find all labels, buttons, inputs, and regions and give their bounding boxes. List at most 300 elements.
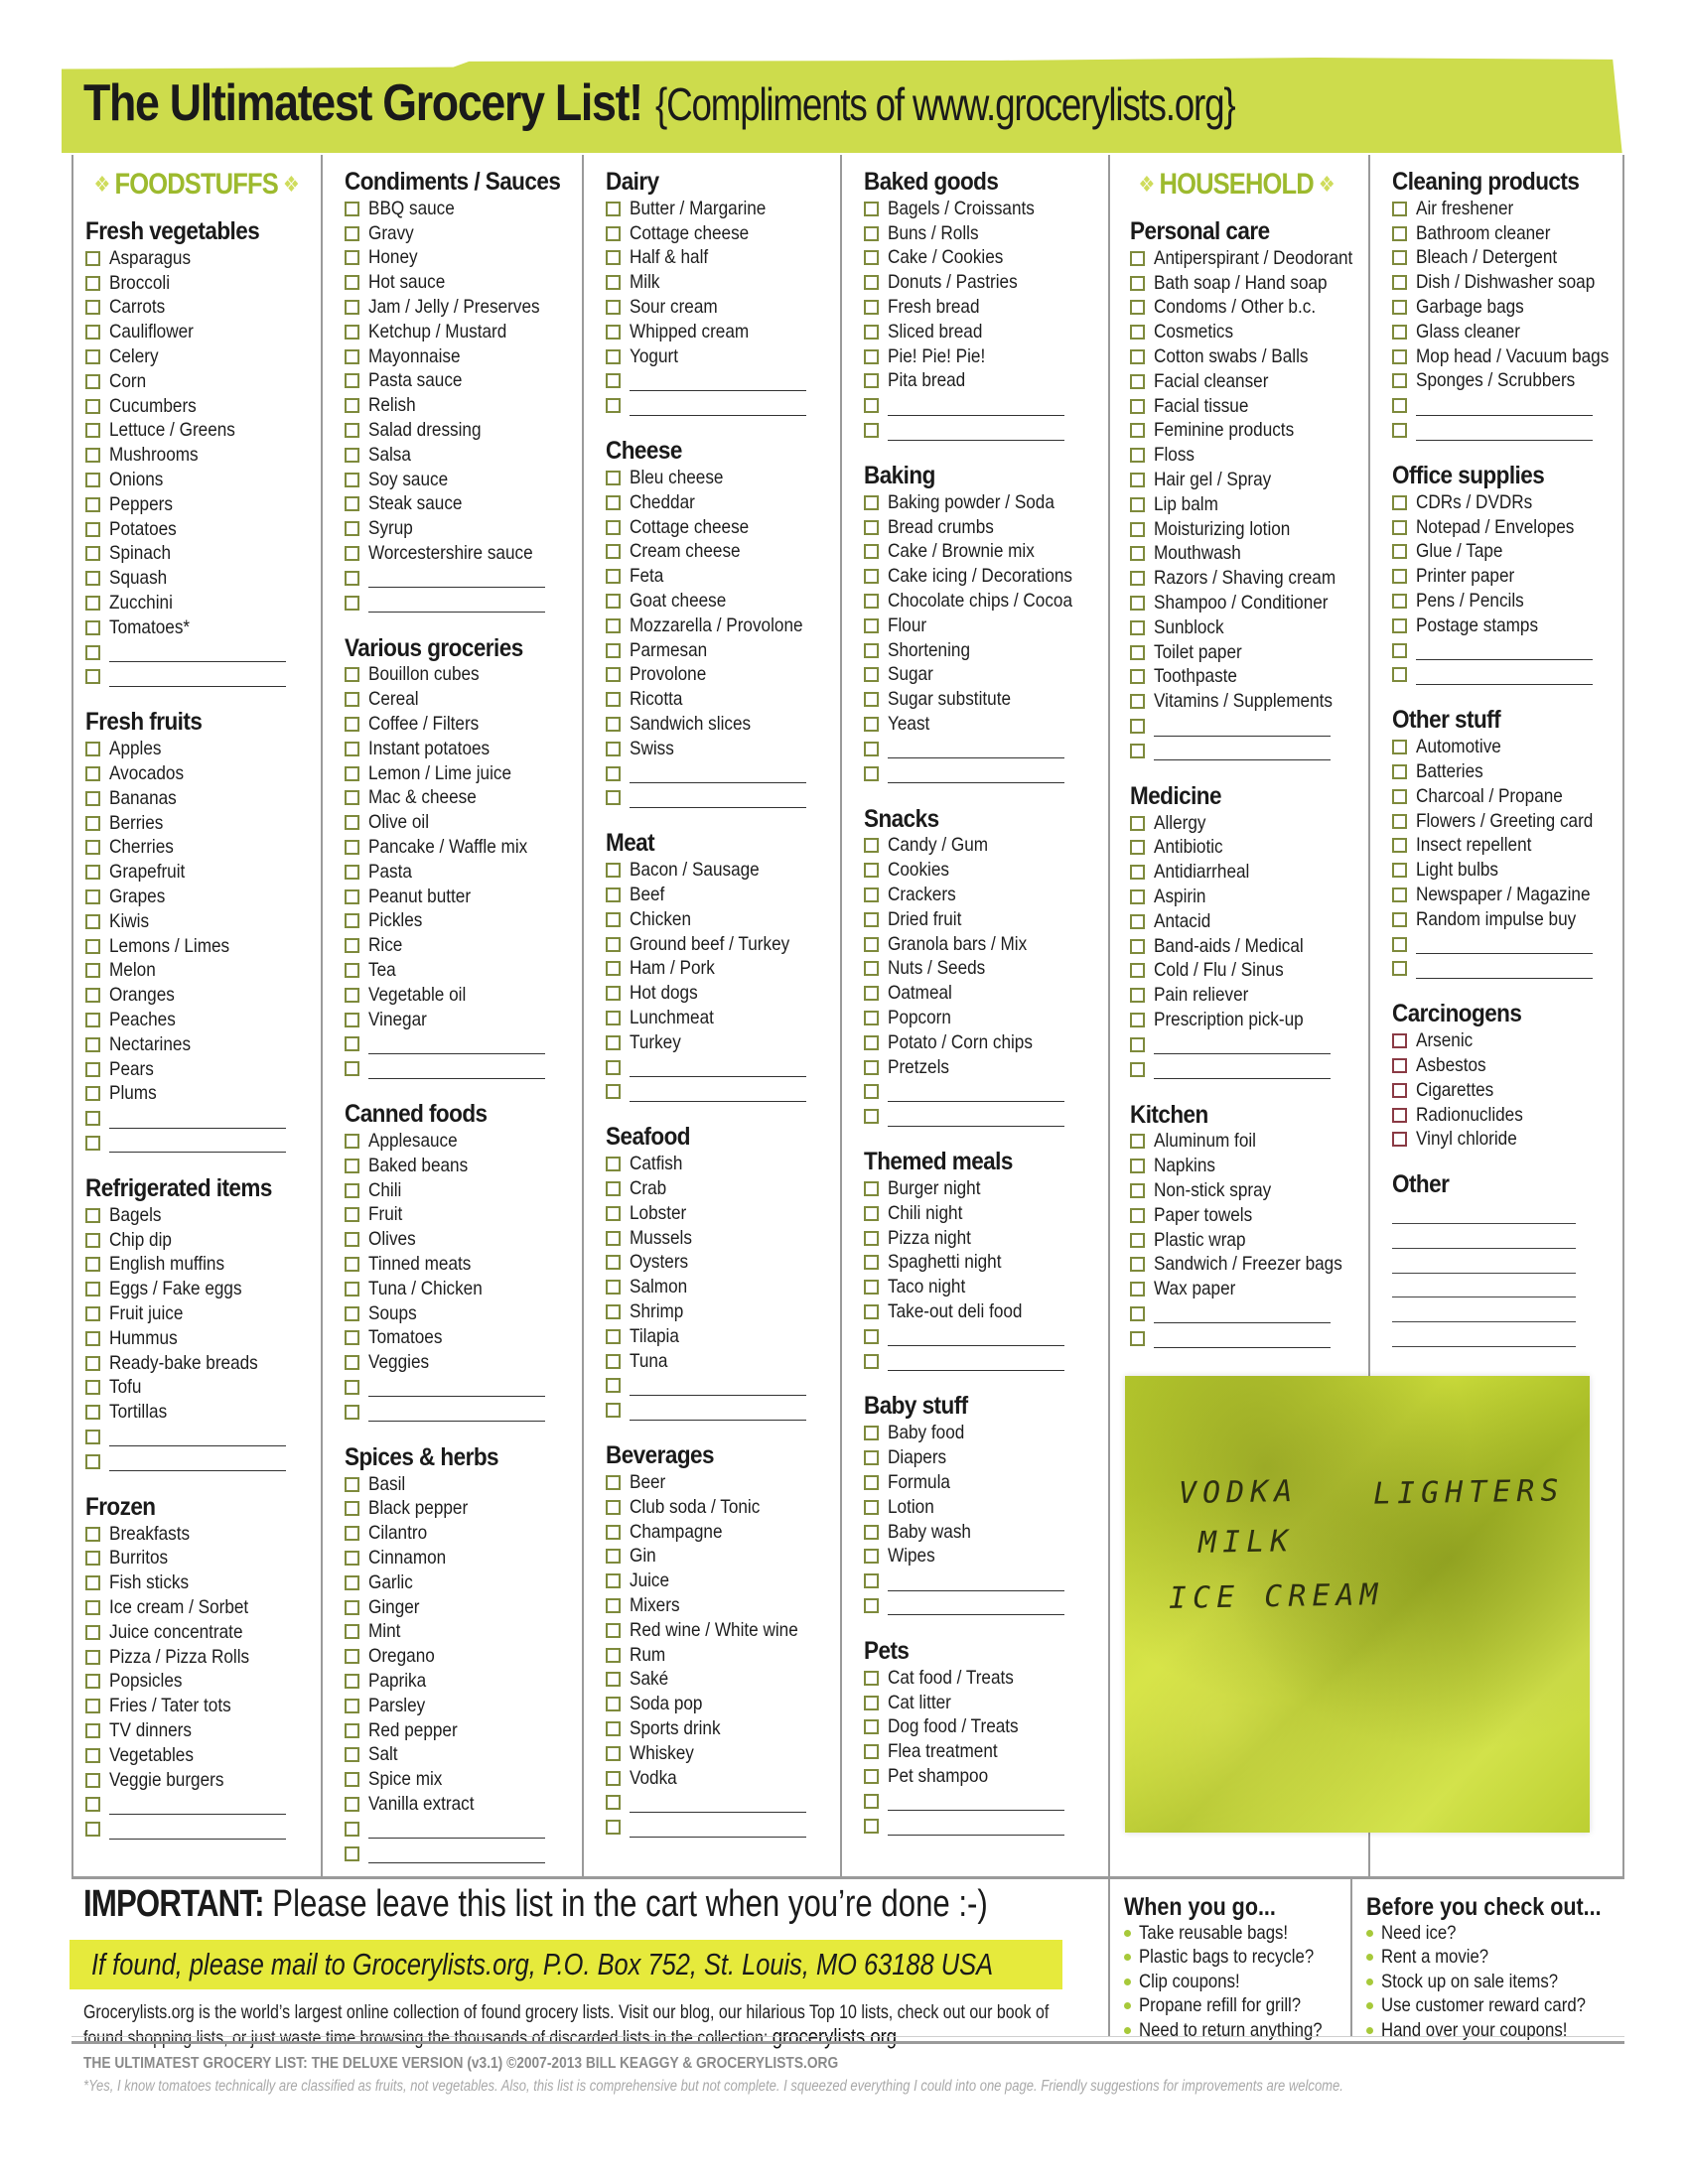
checklist-item-cake-cookies[interactable] <box>864 246 1108 271</box>
write-in-line[interactable] <box>888 1332 1064 1346</box>
checkbox-icon[interactable] <box>1392 887 1407 902</box>
checkbox-icon[interactable] <box>864 863 879 878</box>
write-in-line[interactable] <box>888 1357 1064 1371</box>
checklist-item-prescription-pick-up[interactable] <box>1130 1008 1368 1032</box>
checkbox-icon[interactable] <box>85 1282 100 1297</box>
checkbox-icon[interactable] <box>345 448 359 463</box>
site-link[interactable]: grocerylists.org. <box>772 2024 903 2049</box>
checklist-item-plastic-wrap[interactable] <box>1130 1228 1368 1253</box>
checklist-item-whiskey[interactable] <box>606 1741 840 1766</box>
checkbox-icon[interactable] <box>606 1157 621 1171</box>
checkbox-icon[interactable] <box>864 1525 879 1540</box>
checklist-item-coffee-filters[interactable] <box>345 712 582 737</box>
checkbox-icon[interactable] <box>1130 840 1145 855</box>
checkbox-icon[interactable] <box>864 1769 879 1784</box>
checklist-item-cdrs-dvdrs[interactable] <box>1392 490 1624 515</box>
checklist-item-pita-bread[interactable] <box>864 369 1108 394</box>
checklist-item-cherries[interactable] <box>85 836 321 861</box>
checkbox-icon[interactable] <box>345 496 359 511</box>
checklist-item-rum[interactable] <box>606 1643 840 1668</box>
checklist-item-blank[interactable] <box>1392 393 1624 418</box>
checklist-item-pears[interactable] <box>85 1057 321 1082</box>
checkbox-icon[interactable] <box>85 596 100 611</box>
checkbox-icon[interactable] <box>85 1331 100 1346</box>
checklist-item-donuts-pastries[interactable] <box>864 270 1108 295</box>
checkbox-icon[interactable] <box>606 961 621 976</box>
checkbox-icon[interactable] <box>864 1549 879 1564</box>
checkbox-icon[interactable] <box>606 325 621 340</box>
checkbox-icon[interactable] <box>606 1820 621 1835</box>
checklist-item-random-impulse-buy[interactable] <box>1392 907 1624 932</box>
checklist-item-chili[interactable] <box>345 1178 582 1203</box>
checkbox-icon[interactable] <box>85 840 100 855</box>
checkbox-icon[interactable] <box>85 349 100 364</box>
checkbox-icon[interactable] <box>345 1061 359 1076</box>
checkbox-icon[interactable] <box>85 1551 100 1566</box>
checklist-item-juice-concentrate[interactable] <box>85 1620 321 1645</box>
checklist-item-peaches[interactable] <box>85 1008 321 1032</box>
checklist-item-sour-cream[interactable] <box>606 295 840 320</box>
checkbox-icon[interactable] <box>1130 423 1145 438</box>
checkbox-icon[interactable] <box>864 618 879 633</box>
checklist-item-tomatoes[interactable] <box>345 1325 582 1350</box>
checkbox-icon[interactable] <box>85 1086 100 1101</box>
checklist-item-honey[interactable] <box>345 246 582 271</box>
checkbox-icon[interactable] <box>345 1477 359 1492</box>
checklist-item-cheddar[interactable] <box>606 490 840 515</box>
checklist-item-rice[interactable] <box>345 933 582 958</box>
checklist-item-sugar-substitute[interactable] <box>864 687 1108 712</box>
checklist-item-lotion[interactable] <box>864 1495 1108 1520</box>
checkbox-icon[interactable] <box>85 1013 100 1027</box>
checkbox-icon[interactable] <box>85 1723 100 1738</box>
checkbox-icon[interactable] <box>345 1747 359 1762</box>
checkbox-icon[interactable] <box>606 1697 621 1711</box>
checkbox-icon[interactable] <box>864 520 879 535</box>
checkbox-icon[interactable] <box>606 226 621 241</box>
checklist-item-blank[interactable] <box>1392 418 1624 443</box>
checklist-item-lemons-limes[interactable] <box>85 934 321 959</box>
checkbox-icon[interactable] <box>864 1181 879 1196</box>
checklist-item-garlic[interactable] <box>345 1570 582 1595</box>
checkbox-icon[interactable] <box>864 667 879 682</box>
checkbox-icon[interactable] <box>1130 251 1145 266</box>
checklist-item-pie-pie-pie[interactable] <box>864 344 1108 369</box>
checkbox-icon[interactable] <box>85 1625 100 1640</box>
checkbox-icon[interactable] <box>1130 1282 1145 1297</box>
checklist-item-vinyl-chloride[interactable] <box>1392 1128 1624 1153</box>
checklist-item-blank[interactable] <box>606 1080 840 1105</box>
checkbox-icon[interactable] <box>85 1306 100 1321</box>
checkbox-icon[interactable] <box>345 1257 359 1272</box>
checklist-item-formula[interactable] <box>864 1470 1108 1495</box>
write-in-line[interactable] <box>1392 1199 1576 1224</box>
checkbox-icon[interactable] <box>1392 814 1407 829</box>
checkbox-icon[interactable] <box>606 1795 621 1810</box>
checkbox-icon[interactable] <box>864 423 879 438</box>
checkbox-icon[interactable] <box>345 250 359 265</box>
checklist-item-shrimp[interactable] <box>606 1299 840 1324</box>
checkbox-icon[interactable] <box>864 1304 879 1319</box>
checkbox-icon[interactable] <box>864 692 879 707</box>
checklist-item-blank[interactable] <box>1130 1032 1368 1057</box>
write-in-line[interactable] <box>630 1799 806 1813</box>
checkbox-icon[interactable] <box>85 1257 100 1272</box>
checkbox-icon[interactable] <box>606 594 621 609</box>
checklist-item-zucchini[interactable] <box>85 591 321 615</box>
checklist-item-oysters[interactable] <box>606 1250 840 1275</box>
checkbox-icon[interactable] <box>864 1598 879 1613</box>
checklist-item-ketchup-mustard[interactable] <box>345 320 582 344</box>
checkbox-icon[interactable] <box>606 667 621 682</box>
checklist-item-fries-tater-tots[interactable] <box>85 1694 321 1718</box>
checkbox-icon[interactable] <box>1392 740 1407 754</box>
checkbox-icon[interactable] <box>864 742 879 756</box>
checkbox-icon[interactable] <box>606 1525 621 1540</box>
checkbox-icon[interactable] <box>864 1450 879 1465</box>
checklist-item-dried-fruit[interactable] <box>864 907 1108 932</box>
checklist-item-peppers[interactable] <box>85 492 321 517</box>
checklist-item-salsa[interactable] <box>345 443 582 468</box>
checkbox-icon[interactable] <box>85 251 100 266</box>
checklist-item-potatoes[interactable] <box>85 517 321 542</box>
checkbox-icon[interactable] <box>85 1454 100 1469</box>
checkbox-icon[interactable] <box>606 1329 621 1344</box>
checklist-item-flour[interactable] <box>864 614 1108 638</box>
checklist-item-jam-jelly-preserves[interactable] <box>345 295 582 320</box>
checklist-item-vegetables[interactable] <box>85 1743 321 1768</box>
checklist-item-oranges[interactable] <box>85 983 321 1008</box>
checkbox-icon[interactable] <box>1392 398 1407 413</box>
checkbox-icon[interactable] <box>85 889 100 904</box>
checklist-item-bath-soap-hand-soap[interactable] <box>1130 271 1368 296</box>
write-in-line[interactable] <box>888 769 1064 783</box>
checkbox-icon[interactable] <box>864 1696 879 1710</box>
checklist-item-aspirin[interactable] <box>1130 885 1368 909</box>
checkbox-icon[interactable] <box>864 1744 879 1759</box>
checklist-item-applesauce[interactable] <box>345 1129 582 1154</box>
checklist-item-syrup[interactable] <box>345 516 582 541</box>
checkbox-icon[interactable] <box>1130 744 1145 758</box>
checkbox-icon[interactable] <box>1392 569 1407 584</box>
checkbox-icon[interactable] <box>606 863 621 878</box>
checklist-item-allergy[interactable] <box>1130 811 1368 836</box>
checklist-item-air-freshener[interactable] <box>1392 197 1624 221</box>
write-in-line[interactable] <box>109 1433 286 1446</box>
checkbox-icon[interactable] <box>345 473 359 487</box>
checkbox-icon[interactable] <box>864 1206 879 1221</box>
checkbox-icon[interactable] <box>1392 643 1407 658</box>
write-in-line[interactable] <box>1416 402 1593 416</box>
checkbox-icon[interactable] <box>85 988 100 1003</box>
checkbox-icon[interactable] <box>345 1624 359 1639</box>
checkbox-icon[interactable] <box>864 325 879 340</box>
checkbox-icon[interactable] <box>345 1551 359 1566</box>
checklist-item-cat-food-treats[interactable] <box>864 1666 1108 1691</box>
checkbox-icon[interactable] <box>85 374 100 389</box>
checkbox-icon[interactable] <box>345 1282 359 1297</box>
checkbox-icon[interactable] <box>1130 889 1145 904</box>
checklist-item-blank[interactable] <box>606 393 840 418</box>
checklist-item-goat-cheese[interactable] <box>606 589 840 614</box>
checkbox-icon[interactable] <box>85 1037 100 1052</box>
checkbox-icon[interactable] <box>606 643 621 658</box>
checkbox-icon[interactable] <box>1392 349 1407 364</box>
checklist-item-flea-treatment[interactable] <box>864 1739 1108 1764</box>
checkbox-icon[interactable] <box>1130 300 1145 315</box>
checkbox-icon[interactable] <box>1392 275 1407 290</box>
checkbox-icon[interactable] <box>606 1648 621 1663</box>
checklist-item-paprika[interactable] <box>345 1669 582 1694</box>
checklist-item-blank[interactable] <box>864 1569 1108 1593</box>
checkbox-icon[interactable] <box>864 643 879 658</box>
checklist-item-spaghetti-night[interactable] <box>864 1250 1108 1275</box>
checkbox-icon[interactable] <box>1130 497 1145 512</box>
checkbox-icon[interactable] <box>1130 522 1145 537</box>
checkbox-icon[interactable] <box>1130 1233 1145 1248</box>
checkbox-icon[interactable] <box>85 1822 100 1837</box>
checklist-item-glue-tape[interactable] <box>1392 540 1624 565</box>
checklist-item-fruit-juice[interactable] <box>85 1301 321 1326</box>
checklist-item-broccoli[interactable] <box>85 271 321 296</box>
write-in-line[interactable] <box>1392 1322 1576 1347</box>
checkbox-icon[interactable] <box>85 1380 100 1395</box>
checklist-item-baby-wash[interactable] <box>864 1520 1108 1545</box>
write-in-line[interactable] <box>888 427 1064 441</box>
checklist-item-chip-dip[interactable] <box>85 1228 321 1253</box>
checklist-item-razors-shaving-cream[interactable] <box>1130 566 1368 591</box>
checkbox-icon[interactable] <box>1130 596 1145 611</box>
checklist-item-squash[interactable] <box>85 566 321 591</box>
write-in-line[interactable] <box>630 1063 806 1077</box>
checkbox-icon[interactable] <box>864 275 879 290</box>
write-in-line[interactable] <box>109 1801 286 1815</box>
write-in-line[interactable] <box>888 1113 1064 1127</box>
checkbox-icon[interactable] <box>606 1304 621 1319</box>
checklist-item-blank[interactable] <box>606 1398 840 1423</box>
checklist-item-baby-food[interactable] <box>864 1421 1108 1445</box>
checklist-item-facial-tissue[interactable] <box>1130 394 1368 419</box>
checklist-item-popsicles[interactable] <box>85 1669 321 1694</box>
checkbox-icon[interactable] <box>606 717 621 732</box>
checkbox-icon[interactable] <box>864 349 879 364</box>
checklist-item-pretzels[interactable] <box>864 1055 1108 1080</box>
checklist-item-blank[interactable] <box>345 1817 582 1842</box>
checklist-item-cat-litter[interactable] <box>864 1691 1108 1715</box>
checkbox-icon[interactable] <box>864 766 879 781</box>
checklist-item-cookies[interactable] <box>864 858 1108 883</box>
checkbox-icon[interactable] <box>345 398 359 413</box>
checkbox-icon[interactable] <box>345 1501 359 1516</box>
checkbox-icon[interactable] <box>85 571 100 586</box>
checklist-item-club-soda-tonic[interactable] <box>606 1495 840 1520</box>
checklist-item-vodka[interactable] <box>606 1766 840 1791</box>
checklist-item-avocados[interactable] <box>85 761 321 786</box>
checklist-item-dish-dishwasher-soap[interactable] <box>1392 270 1624 295</box>
checklist-item-vinegar[interactable] <box>345 1008 582 1032</box>
checkbox-icon[interactable] <box>1130 1208 1145 1223</box>
checklist-item-pasta[interactable] <box>345 860 582 885</box>
checkbox-icon[interactable] <box>606 250 621 265</box>
checkbox-icon[interactable] <box>864 1475 879 1490</box>
checklist-item-bouillon-cubes[interactable] <box>345 663 582 688</box>
write-in-line[interactable] <box>1154 1065 1331 1079</box>
checklist-item-soda-pop[interactable] <box>606 1692 840 1716</box>
checkbox-icon[interactable] <box>85 963 100 978</box>
checkbox-icon[interactable] <box>606 569 621 584</box>
checkbox-icon[interactable] <box>1392 373 1407 388</box>
checklist-item-napkins[interactable] <box>1130 1154 1368 1178</box>
checkbox-icon[interactable] <box>1130 1257 1145 1272</box>
write-in-line[interactable] <box>630 377 806 391</box>
checkbox-icon[interactable] <box>864 1060 879 1075</box>
checklist-item-milk[interactable] <box>606 270 840 295</box>
checkbox-icon[interactable] <box>345 1036 359 1051</box>
checkbox-icon[interactable] <box>345 546 359 561</box>
checkbox-icon[interactable] <box>606 692 621 707</box>
checklist-item-newspaper-magazine[interactable] <box>1392 883 1624 907</box>
checklist-item-butter-margarine[interactable] <box>606 197 840 221</box>
checkbox-icon[interactable] <box>85 1430 100 1444</box>
checklist-item-bananas[interactable] <box>85 786 321 811</box>
checklist-item-shampoo-conditioner[interactable] <box>1130 591 1368 615</box>
checkbox-icon[interactable] <box>345 1699 359 1713</box>
checkbox-icon[interactable] <box>606 1721 621 1736</box>
checklist-item-blank[interactable] <box>606 761 840 786</box>
checklist-item-blank[interactable] <box>345 1842 582 1866</box>
checklist-item-automotive[interactable] <box>1392 735 1624 759</box>
checkbox-icon[interactable] <box>345 938 359 953</box>
checkbox-icon[interactable] <box>345 1674 359 1689</box>
checklist-item-salt[interactable] <box>345 1742 582 1767</box>
checklist-item-blank[interactable] <box>864 1080 1108 1105</box>
checklist-item-cake-brownie-mix[interactable] <box>864 540 1108 565</box>
checkbox-icon[interactable] <box>864 912 879 927</box>
checklist-item-light-bulbs[interactable] <box>1392 858 1624 883</box>
checklist-item-bagels[interactable] <box>85 1203 321 1228</box>
checklist-item-sandwich-slices[interactable] <box>606 712 840 737</box>
checkbox-icon[interactable] <box>1130 914 1145 929</box>
checkbox-icon[interactable] <box>1130 963 1145 978</box>
checklist-item-arsenic[interactable] <box>1392 1028 1624 1053</box>
checkbox-icon[interactable] <box>1392 789 1407 804</box>
checklist-item-ground-beef-turkey[interactable] <box>606 932 840 957</box>
checkbox-icon[interactable] <box>1392 912 1407 927</box>
checklist-item-blank[interactable] <box>1392 932 1624 957</box>
checklist-item-blank[interactable] <box>1130 1326 1368 1351</box>
checkbox-icon[interactable] <box>85 791 100 806</box>
checkbox-icon[interactable] <box>1130 1183 1145 1198</box>
checklist-item-veggie-burgers[interactable] <box>85 1768 321 1793</box>
write-in-line[interactable] <box>368 574 545 588</box>
checklist-item-oregano[interactable] <box>345 1644 582 1669</box>
checklist-item-blank[interactable] <box>864 1814 1108 1839</box>
write-in-line[interactable] <box>630 1088 806 1102</box>
checkbox-icon[interactable] <box>345 1183 359 1198</box>
checkbox-icon[interactable] <box>1130 399 1145 414</box>
write-in-line[interactable] <box>1392 1224 1576 1249</box>
write-in-line[interactable] <box>109 1139 286 1153</box>
checkbox-icon[interactable] <box>606 766 621 781</box>
checklist-item-blank[interactable] <box>85 1792 321 1817</box>
checkbox-icon[interactable] <box>345 865 359 880</box>
checkbox-icon[interactable] <box>85 522 100 537</box>
checklist-item-mushrooms[interactable] <box>85 443 321 468</box>
checklist-item-mozzarella-provolone[interactable] <box>606 614 840 638</box>
checkbox-icon[interactable] <box>1130 1062 1145 1077</box>
checklist-item-catfish[interactable] <box>606 1152 840 1176</box>
checklist-item-lunchmeat[interactable] <box>606 1006 840 1030</box>
checkbox-icon[interactable] <box>345 889 359 904</box>
checklist-item-notepad-envelopes[interactable] <box>1392 515 1624 540</box>
checkbox-icon[interactable] <box>85 497 100 512</box>
checkbox-icon[interactable] <box>85 300 100 315</box>
checkbox-icon[interactable] <box>1392 667 1407 682</box>
checklist-item-blank[interactable] <box>1130 1057 1368 1082</box>
checkbox-icon[interactable] <box>1130 325 1145 340</box>
checklist-item-popcorn[interactable] <box>864 1006 1108 1030</box>
checkbox-icon[interactable] <box>1392 863 1407 878</box>
checklist-item-hot-sauce[interactable] <box>345 270 582 295</box>
checklist-item-cauliflower[interactable] <box>85 320 321 344</box>
checkbox-icon[interactable] <box>345 1380 359 1395</box>
checkbox-icon[interactable] <box>606 1231 621 1246</box>
checkbox-icon[interactable] <box>345 1013 359 1027</box>
checkbox-icon[interactable] <box>1392 300 1407 315</box>
checklist-item-vitamins-supplements[interactable] <box>1130 689 1368 714</box>
checklist-item-crab[interactable] <box>606 1176 840 1201</box>
write-in-line[interactable] <box>630 402 806 416</box>
checklist-item-bathroom-cleaner[interactable] <box>1392 221 1624 246</box>
checkbox-icon[interactable] <box>1130 620 1145 635</box>
checklist-item-cucumbers[interactable] <box>85 394 321 419</box>
checklist-item-kiwis[interactable] <box>85 909 321 934</box>
checklist-item-oatmeal[interactable] <box>864 981 1108 1006</box>
write-in-line[interactable] <box>1154 1309 1331 1323</box>
checklist-item-lemon-lime-juice[interactable] <box>345 761 582 786</box>
checklist-item-blank[interactable] <box>864 1324 1108 1349</box>
checkbox-icon[interactable] <box>1392 1033 1407 1048</box>
write-in-line[interactable] <box>630 794 806 808</box>
checkbox-icon[interactable] <box>606 790 621 805</box>
checklist-item-cold-flu-sinus[interactable] <box>1130 959 1368 984</box>
checklist-item-blank[interactable] <box>85 1131 321 1156</box>
checkbox-icon[interactable] <box>85 473 100 487</box>
checklist-item-relish[interactable] <box>345 393 582 418</box>
checklist-item-glass-cleaner[interactable] <box>1392 320 1624 344</box>
checkbox-icon[interactable] <box>606 1771 621 1786</box>
checkbox-icon[interactable] <box>606 618 621 633</box>
checklist-item-red-pepper[interactable] <box>345 1718 582 1743</box>
checkbox-icon[interactable] <box>864 300 879 315</box>
checklist-item-tilapia[interactable] <box>606 1324 840 1349</box>
checklist-item-asbestos[interactable] <box>1392 1053 1624 1078</box>
checkbox-icon[interactable] <box>606 1354 621 1369</box>
checklist-item-sponges-scrubbers[interactable] <box>1392 369 1624 394</box>
checkbox-icon[interactable] <box>85 1405 100 1420</box>
checklist-item-blank[interactable] <box>1130 714 1368 739</box>
checkbox-icon[interactable] <box>345 1846 359 1861</box>
checklist-item-soy-sauce[interactable] <box>345 468 582 492</box>
checklist-item-onions[interactable] <box>85 468 321 492</box>
checklist-item-printer-paper[interactable] <box>1392 564 1624 589</box>
checkbox-icon[interactable] <box>864 1011 879 1025</box>
checklist-item-blank[interactable] <box>1130 1301 1368 1326</box>
checklist-item-blank[interactable] <box>1130 739 1368 763</box>
checkbox-icon[interactable] <box>85 1111 100 1126</box>
checklist-item-candy-gum[interactable] <box>864 834 1108 859</box>
checklist-item-flowers-greeting-card[interactable] <box>1392 809 1624 834</box>
